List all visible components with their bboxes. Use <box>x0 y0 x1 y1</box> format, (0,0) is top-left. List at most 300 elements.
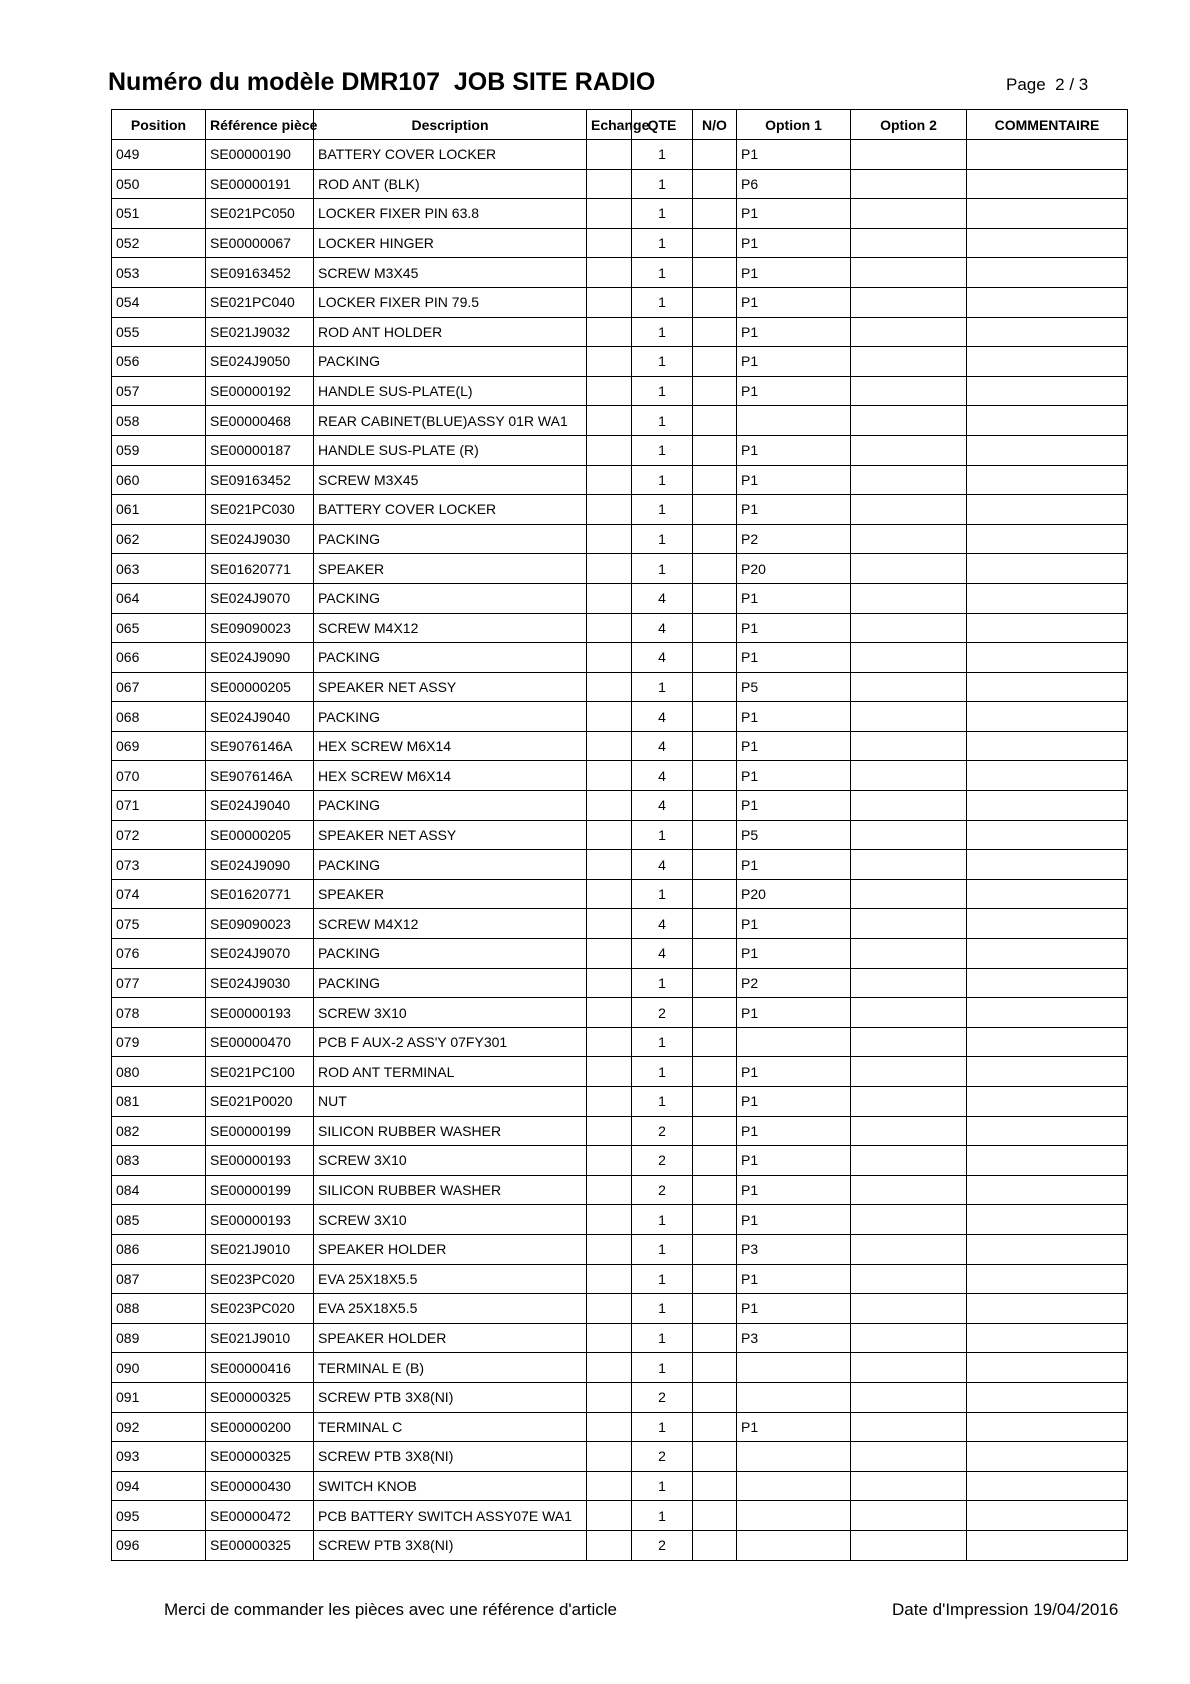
table-cell <box>851 791 967 821</box>
table-cell <box>693 347 737 377</box>
table-cell <box>737 1027 851 1057</box>
table-cell: 068 <box>112 702 206 732</box>
table-cell <box>587 791 632 821</box>
table-cell <box>851 1175 967 1205</box>
table-cell: SE021J9032 <box>206 317 314 347</box>
table-cell: SE024J9030 <box>206 968 314 998</box>
column-header: Option 2 <box>851 110 967 140</box>
table-row <box>112 258 1128 288</box>
table-cell: P1 <box>737 228 851 258</box>
table-cell <box>693 613 737 643</box>
table-cell <box>851 1353 967 1383</box>
table-cell <box>967 879 1128 909</box>
table-cell: 1 <box>632 1205 693 1235</box>
table-cell <box>693 406 737 436</box>
table-cell: 071 <box>112 791 206 821</box>
table-cell: 1 <box>632 1087 693 1117</box>
table-cell <box>851 583 967 613</box>
table-cell <box>587 968 632 998</box>
table-cell: SE021PC100 <box>206 1057 314 1087</box>
table-cell: SE023PC020 <box>206 1294 314 1324</box>
table-cell: 089 <box>112 1323 206 1353</box>
table-cell: 1 <box>632 228 693 258</box>
table-cell <box>851 731 967 761</box>
table-cell <box>587 228 632 258</box>
table-cell <box>693 1530 737 1560</box>
table-cell: 060 <box>112 465 206 495</box>
table-cell <box>967 524 1128 554</box>
table-cell: 058 <box>112 406 206 436</box>
column-header: Description <box>314 110 587 140</box>
table-cell <box>587 1294 632 1324</box>
table-cell: 088 <box>112 1294 206 1324</box>
table-cell: 1 <box>632 376 693 406</box>
table-cell: 1 <box>632 495 693 525</box>
table-cell: SE00000193 <box>206 1146 314 1176</box>
table-cell <box>693 583 737 613</box>
table-cell: P3 <box>737 1234 851 1264</box>
table-cell <box>587 909 632 939</box>
table-cell: SE00000205 <box>206 672 314 702</box>
table-cell <box>851 317 967 347</box>
table-cell: SE00000193 <box>206 998 314 1028</box>
table-cell: 1 <box>632 524 693 554</box>
table-cell <box>587 731 632 761</box>
table-cell <box>851 1146 967 1176</box>
table-row <box>112 406 1128 436</box>
table-cell <box>693 791 737 821</box>
table-cell: 061 <box>112 495 206 525</box>
table-cell: PACKING <box>314 643 587 673</box>
table-cell <box>693 968 737 998</box>
table-cell <box>587 583 632 613</box>
table-cell: 2 <box>632 1530 693 1560</box>
table-row <box>112 672 1128 702</box>
table-cell <box>967 1087 1128 1117</box>
table-row <box>112 465 1128 495</box>
table-cell <box>851 643 967 673</box>
table-cell <box>967 1323 1128 1353</box>
table-cell: 2 <box>632 1116 693 1146</box>
table-cell: P1 <box>737 140 851 170</box>
table-cell <box>693 1116 737 1146</box>
table-cell <box>587 1175 632 1205</box>
table-cell: P1 <box>737 1057 851 1087</box>
column-header: COMMENTAIRE <box>967 110 1128 140</box>
table-cell: 1 <box>632 672 693 702</box>
table-cell <box>693 1027 737 1057</box>
table-cell: SE00000190 <box>206 140 314 170</box>
table-cell: 077 <box>112 968 206 998</box>
table-cell: 4 <box>632 613 693 643</box>
table-row <box>112 613 1128 643</box>
table-cell <box>851 613 967 643</box>
table-cell: 063 <box>112 554 206 584</box>
table-cell <box>587 1146 632 1176</box>
print-date: Date d'Impression 19/04/2016 <box>892 1600 1119 1619</box>
table-cell: SCREW M4X12 <box>314 613 587 643</box>
table-cell <box>693 731 737 761</box>
table-cell <box>851 347 967 377</box>
table-cell: 095 <box>112 1501 206 1531</box>
table-cell: P1 <box>737 1175 851 1205</box>
table-cell <box>587 140 632 170</box>
table-cell: P1 <box>737 643 851 673</box>
table-cell: SPEAKER HOLDER <box>314 1323 587 1353</box>
table-cell: P1 <box>737 909 851 939</box>
table-cell <box>693 672 737 702</box>
table-cell: SE021J9010 <box>206 1234 314 1264</box>
table-cell <box>851 1471 967 1501</box>
table-cell <box>693 140 737 170</box>
table-cell: 087 <box>112 1264 206 1294</box>
table-cell <box>693 820 737 850</box>
table-cell: SE00000325 <box>206 1442 314 1472</box>
table-cell: 1 <box>632 1057 693 1087</box>
table-cell <box>851 1116 967 1146</box>
table-cell <box>587 1323 632 1353</box>
table-cell <box>851 258 967 288</box>
table-cell: SCREW PTB 3X8(NI) <box>314 1382 587 1412</box>
table-cell: P1 <box>737 1146 851 1176</box>
table-cell <box>737 406 851 436</box>
table-cell: 1 <box>632 287 693 317</box>
table-cell: 051 <box>112 199 206 229</box>
table-row <box>112 939 1128 969</box>
column-header: Option 1 <box>737 110 851 140</box>
table-cell <box>737 1530 851 1560</box>
table-cell: BATTERY COVER LOCKER <box>314 140 587 170</box>
table-cell: 072 <box>112 820 206 850</box>
table-cell <box>587 702 632 732</box>
table-cell <box>693 1087 737 1117</box>
table-cell: 4 <box>632 939 693 969</box>
table-cell <box>851 1530 967 1560</box>
table-cell <box>967 613 1128 643</box>
table-cell: P2 <box>737 968 851 998</box>
table-cell: 050 <box>112 169 206 199</box>
table-cell <box>851 287 967 317</box>
table-cell: SCREW 3X10 <box>314 1205 587 1235</box>
table-cell <box>967 909 1128 939</box>
table-row <box>112 1323 1128 1353</box>
table-cell: P1 <box>737 1294 851 1324</box>
table-row <box>112 169 1128 199</box>
table-cell <box>851 1087 967 1117</box>
table-cell: SCREW M4X12 <box>314 909 587 939</box>
table-cell <box>693 169 737 199</box>
table-cell: NUT <box>314 1087 587 1117</box>
table-cell <box>851 1382 967 1412</box>
table-cell <box>851 820 967 850</box>
table-cell <box>693 909 737 939</box>
table-cell: REAR CABINET(BLUE)ASSY 01R WA1 <box>314 406 587 436</box>
table-row <box>112 1027 1128 1057</box>
table-cell: SPEAKER HOLDER <box>314 1234 587 1264</box>
table-cell <box>737 1471 851 1501</box>
table-cell: 091 <box>112 1382 206 1412</box>
table-cell: 1 <box>632 1353 693 1383</box>
table-row <box>112 583 1128 613</box>
table-cell: SE00000193 <box>206 1205 314 1235</box>
table-cell <box>851 850 967 880</box>
table-cell <box>967 998 1128 1028</box>
table-cell: P1 <box>737 761 851 791</box>
table-cell: SE021PC050 <box>206 199 314 229</box>
table-cell <box>587 465 632 495</box>
table-row <box>112 998 1128 1028</box>
table-row <box>112 1530 1128 1560</box>
table-cell <box>851 1027 967 1057</box>
table-cell: SE00000430 <box>206 1471 314 1501</box>
table-cell <box>587 1442 632 1472</box>
table-cell <box>693 1264 737 1294</box>
table-cell: SE00000199 <box>206 1116 314 1146</box>
table-cell: 076 <box>112 939 206 969</box>
table-cell: 1 <box>632 169 693 199</box>
table-cell: PACKING <box>314 702 587 732</box>
table-cell: 1 <box>632 554 693 584</box>
table-cell <box>967 140 1128 170</box>
table-row <box>112 1175 1128 1205</box>
table-cell: PACKING <box>314 939 587 969</box>
table-cell <box>851 435 967 465</box>
table-cell: SE00000205 <box>206 820 314 850</box>
table-cell: SPEAKER NET ASSY <box>314 820 587 850</box>
table-cell: 1 <box>632 258 693 288</box>
page-number: Page 2 / 3 <box>1006 75 1089 94</box>
column-header: Position <box>112 110 206 140</box>
table-cell: 057 <box>112 376 206 406</box>
table-row <box>112 1234 1128 1264</box>
table-cell: 1 <box>632 820 693 850</box>
table-cell: 4 <box>632 791 693 821</box>
table-cell: 075 <box>112 909 206 939</box>
table-cell <box>693 1501 737 1531</box>
table-cell: 053 <box>112 258 206 288</box>
table-cell: SCREW M3X45 <box>314 465 587 495</box>
table-cell <box>967 287 1128 317</box>
table-cell <box>967 731 1128 761</box>
table-cell <box>851 495 967 525</box>
table-cell <box>587 1205 632 1235</box>
table-row <box>112 879 1128 909</box>
table-cell <box>693 554 737 584</box>
table-cell <box>851 1501 967 1531</box>
table-cell: P1 <box>737 998 851 1028</box>
table-cell: P1 <box>737 791 851 821</box>
table-cell: 054 <box>112 287 206 317</box>
table-cell: 086 <box>112 1234 206 1264</box>
table-cell: ROD ANT HOLDER <box>314 317 587 347</box>
table-cell <box>587 287 632 317</box>
table-cell: SPEAKER <box>314 879 587 909</box>
table-cell <box>587 347 632 377</box>
table-cell <box>851 968 967 998</box>
table-cell <box>967 465 1128 495</box>
table-cell: SE021P0020 <box>206 1087 314 1117</box>
table-cell <box>967 583 1128 613</box>
table-cell <box>851 1412 967 1442</box>
table-cell <box>967 850 1128 880</box>
table-cell <box>693 1146 737 1176</box>
table-row <box>112 1205 1128 1235</box>
table-cell: 1 <box>632 879 693 909</box>
table-cell <box>967 1442 1128 1472</box>
table-cell <box>851 465 967 495</box>
table-cell <box>967 228 1128 258</box>
table-cell: P1 <box>737 495 851 525</box>
table-cell: PACKING <box>314 850 587 880</box>
table-cell: 4 <box>632 702 693 732</box>
table-cell <box>587 1530 632 1560</box>
table-cell: SE00000200 <box>206 1412 314 1442</box>
table-cell: SE00000191 <box>206 169 314 199</box>
table-cell: P20 <box>737 554 851 584</box>
table-row <box>112 376 1128 406</box>
table-cell <box>693 643 737 673</box>
table-cell <box>967 376 1128 406</box>
table-cell <box>967 672 1128 702</box>
table-cell <box>967 702 1128 732</box>
table-body <box>112 140 1128 1561</box>
table-row <box>112 909 1128 939</box>
table-cell <box>967 1501 1128 1531</box>
table-cell: EVA 25X18X5.5 <box>314 1294 587 1324</box>
table-cell <box>693 1205 737 1235</box>
table-cell: SE00000199 <box>206 1175 314 1205</box>
table-cell: P5 <box>737 672 851 702</box>
table-cell: P5 <box>737 820 851 850</box>
table-cell: 1 <box>632 406 693 436</box>
table-cell: SE021PC040 <box>206 287 314 317</box>
table-cell: HANDLE SUS-PLATE(L) <box>314 376 587 406</box>
table-cell: HEX SCREW M6X14 <box>314 761 587 791</box>
table-cell: P1 <box>737 702 851 732</box>
table-cell <box>967 643 1128 673</box>
table-cell: 096 <box>112 1530 206 1560</box>
table-cell <box>967 435 1128 465</box>
table-cell: 092 <box>112 1412 206 1442</box>
table-cell <box>851 1323 967 1353</box>
table-cell <box>967 1057 1128 1087</box>
table-cell <box>693 495 737 525</box>
table-cell: SE023PC020 <box>206 1264 314 1294</box>
table-row <box>112 435 1128 465</box>
table-cell: SILICON RUBBER WASHER <box>314 1116 587 1146</box>
table-row <box>112 1294 1128 1324</box>
table-cell: 1 <box>632 435 693 465</box>
table-cell: SE021PC030 <box>206 495 314 525</box>
table-cell: P3 <box>737 1323 851 1353</box>
table-cell <box>587 1087 632 1117</box>
table-cell <box>587 850 632 880</box>
table-header-row <box>112 110 1128 140</box>
table-cell: 069 <box>112 731 206 761</box>
table-cell: SE09163452 <box>206 258 314 288</box>
table-cell: SE00000472 <box>206 1501 314 1531</box>
document-title: Numéro du modèle DMR107 JOB SITE RADIO <box>108 68 656 96</box>
table-cell <box>587 495 632 525</box>
table-cell: 2 <box>632 1382 693 1412</box>
table-cell: SE024J9040 <box>206 702 314 732</box>
table-cell: SE00000067 <box>206 228 314 258</box>
table-row <box>112 1116 1128 1146</box>
table-cell: EVA 25X18X5.5 <box>314 1264 587 1294</box>
table-cell <box>587 1471 632 1501</box>
table-cell <box>851 909 967 939</box>
table-cell <box>587 939 632 969</box>
table-cell <box>851 672 967 702</box>
table-cell: 2 <box>632 1175 693 1205</box>
table-cell <box>967 169 1128 199</box>
table-cell <box>967 554 1128 584</box>
table-cell <box>693 850 737 880</box>
table-cell <box>693 435 737 465</box>
table-cell <box>967 1530 1128 1560</box>
table-cell <box>693 524 737 554</box>
table-cell: PACKING <box>314 347 587 377</box>
table-cell: P1 <box>737 317 851 347</box>
table-cell: SE01620771 <box>206 554 314 584</box>
table-cell: SE09090023 <box>206 909 314 939</box>
table-cell: 4 <box>632 643 693 673</box>
table-cell: SE09163452 <box>206 465 314 495</box>
table-cell: TERMINAL E (B) <box>314 1353 587 1383</box>
table-cell: 1 <box>632 1501 693 1531</box>
footer-note: Merci de commander les pièces avec une référence d'article <box>164 1600 618 1619</box>
table-cell <box>967 761 1128 791</box>
table-cell: PACKING <box>314 583 587 613</box>
table-cell <box>587 643 632 673</box>
table-cell: 084 <box>112 1175 206 1205</box>
table-cell: P1 <box>737 1116 851 1146</box>
table-cell <box>967 199 1128 229</box>
table-cell: PCB F AUX-2 ASS'Y 07FY301 <box>314 1027 587 1057</box>
table-cell: P20 <box>737 879 851 909</box>
table-cell: ROD ANT TERMINAL <box>314 1057 587 1087</box>
table-cell: 1 <box>632 347 693 377</box>
table-row <box>112 1501 1128 1531</box>
table-cell: 1 <box>632 1323 693 1353</box>
table-cell: 2 <box>632 1442 693 1472</box>
table-cell: SE024J9090 <box>206 643 314 673</box>
table-cell <box>967 1234 1128 1264</box>
table-cell: 1 <box>632 140 693 170</box>
table-cell: SE9076146A <box>206 761 314 791</box>
table-cell <box>851 376 967 406</box>
table-cell: LOCKER FIXER PIN 79.5 <box>314 287 587 317</box>
table-cell: 066 <box>112 643 206 673</box>
table-row <box>112 702 1128 732</box>
table-cell <box>967 1353 1128 1383</box>
table-cell <box>587 1501 632 1531</box>
table-cell: 1 <box>632 1471 693 1501</box>
table-cell <box>967 1027 1128 1057</box>
table-cell <box>693 1234 737 1264</box>
table-row <box>112 1264 1128 1294</box>
table-cell <box>693 702 737 732</box>
column-header: QTE <box>632 110 693 140</box>
table-cell <box>851 1442 967 1472</box>
table-cell <box>851 554 967 584</box>
table-cell: 4 <box>632 761 693 791</box>
table-cell <box>737 1501 851 1531</box>
table-cell: 065 <box>112 613 206 643</box>
table-cell <box>851 1234 967 1264</box>
table-cell <box>967 1264 1128 1294</box>
table-cell: P6 <box>737 169 851 199</box>
